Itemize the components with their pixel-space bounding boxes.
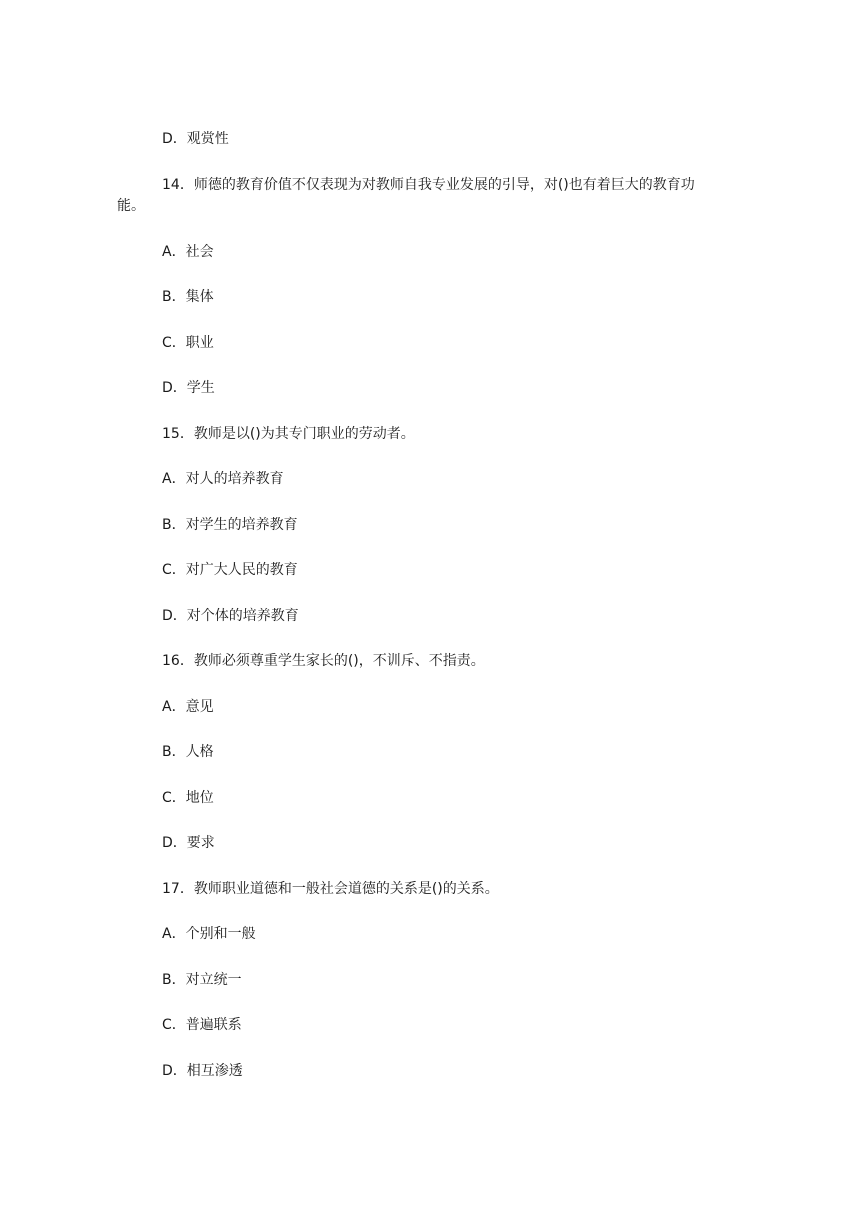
option-17-b: B．对立统一 bbox=[162, 972, 242, 988]
option-14-a: A．社会 bbox=[162, 244, 214, 260]
option-16-c: C．地位 bbox=[162, 790, 214, 806]
option-15-b: B．对学生的培养教育 bbox=[162, 517, 298, 533]
option-17-a: A．个别和一般 bbox=[162, 926, 256, 942]
option-16-d: D．要求 bbox=[162, 835, 215, 851]
option-17-c: C．普遍联系 bbox=[162, 1017, 242, 1033]
option-13-d: D．观赏性 bbox=[162, 131, 229, 147]
option-14-d: D．学生 bbox=[162, 380, 215, 396]
question-14-wrap: 能。 bbox=[117, 198, 145, 214]
option-16-a: A．意见 bbox=[162, 699, 214, 715]
option-17-d: D．相互渗透 bbox=[162, 1063, 243, 1079]
option-15-a: A．对人的培养教育 bbox=[162, 471, 284, 487]
question-15: 15．教师是以()为其专门职业的劳动者。 bbox=[162, 426, 415, 442]
question-17: 17．教师职业道德和一般社会道德的关系是()的关系。 bbox=[162, 881, 499, 897]
question-16: 16．教师必须尊重学生家长的()，不训斥、不指责。 bbox=[162, 653, 485, 669]
option-15-c: C．对广大人民的教育 bbox=[162, 562, 298, 578]
question-14: 14．师德的教育价值不仅表现为对教师自我专业发展的引导，对()也有着巨大的教育功 bbox=[162, 177, 695, 193]
option-15-d: D．对个体的培养教育 bbox=[162, 608, 299, 624]
option-14-c: C．职业 bbox=[162, 335, 214, 351]
option-14-b: B．集体 bbox=[162, 289, 214, 305]
option-16-b: B．人格 bbox=[162, 744, 214, 760]
